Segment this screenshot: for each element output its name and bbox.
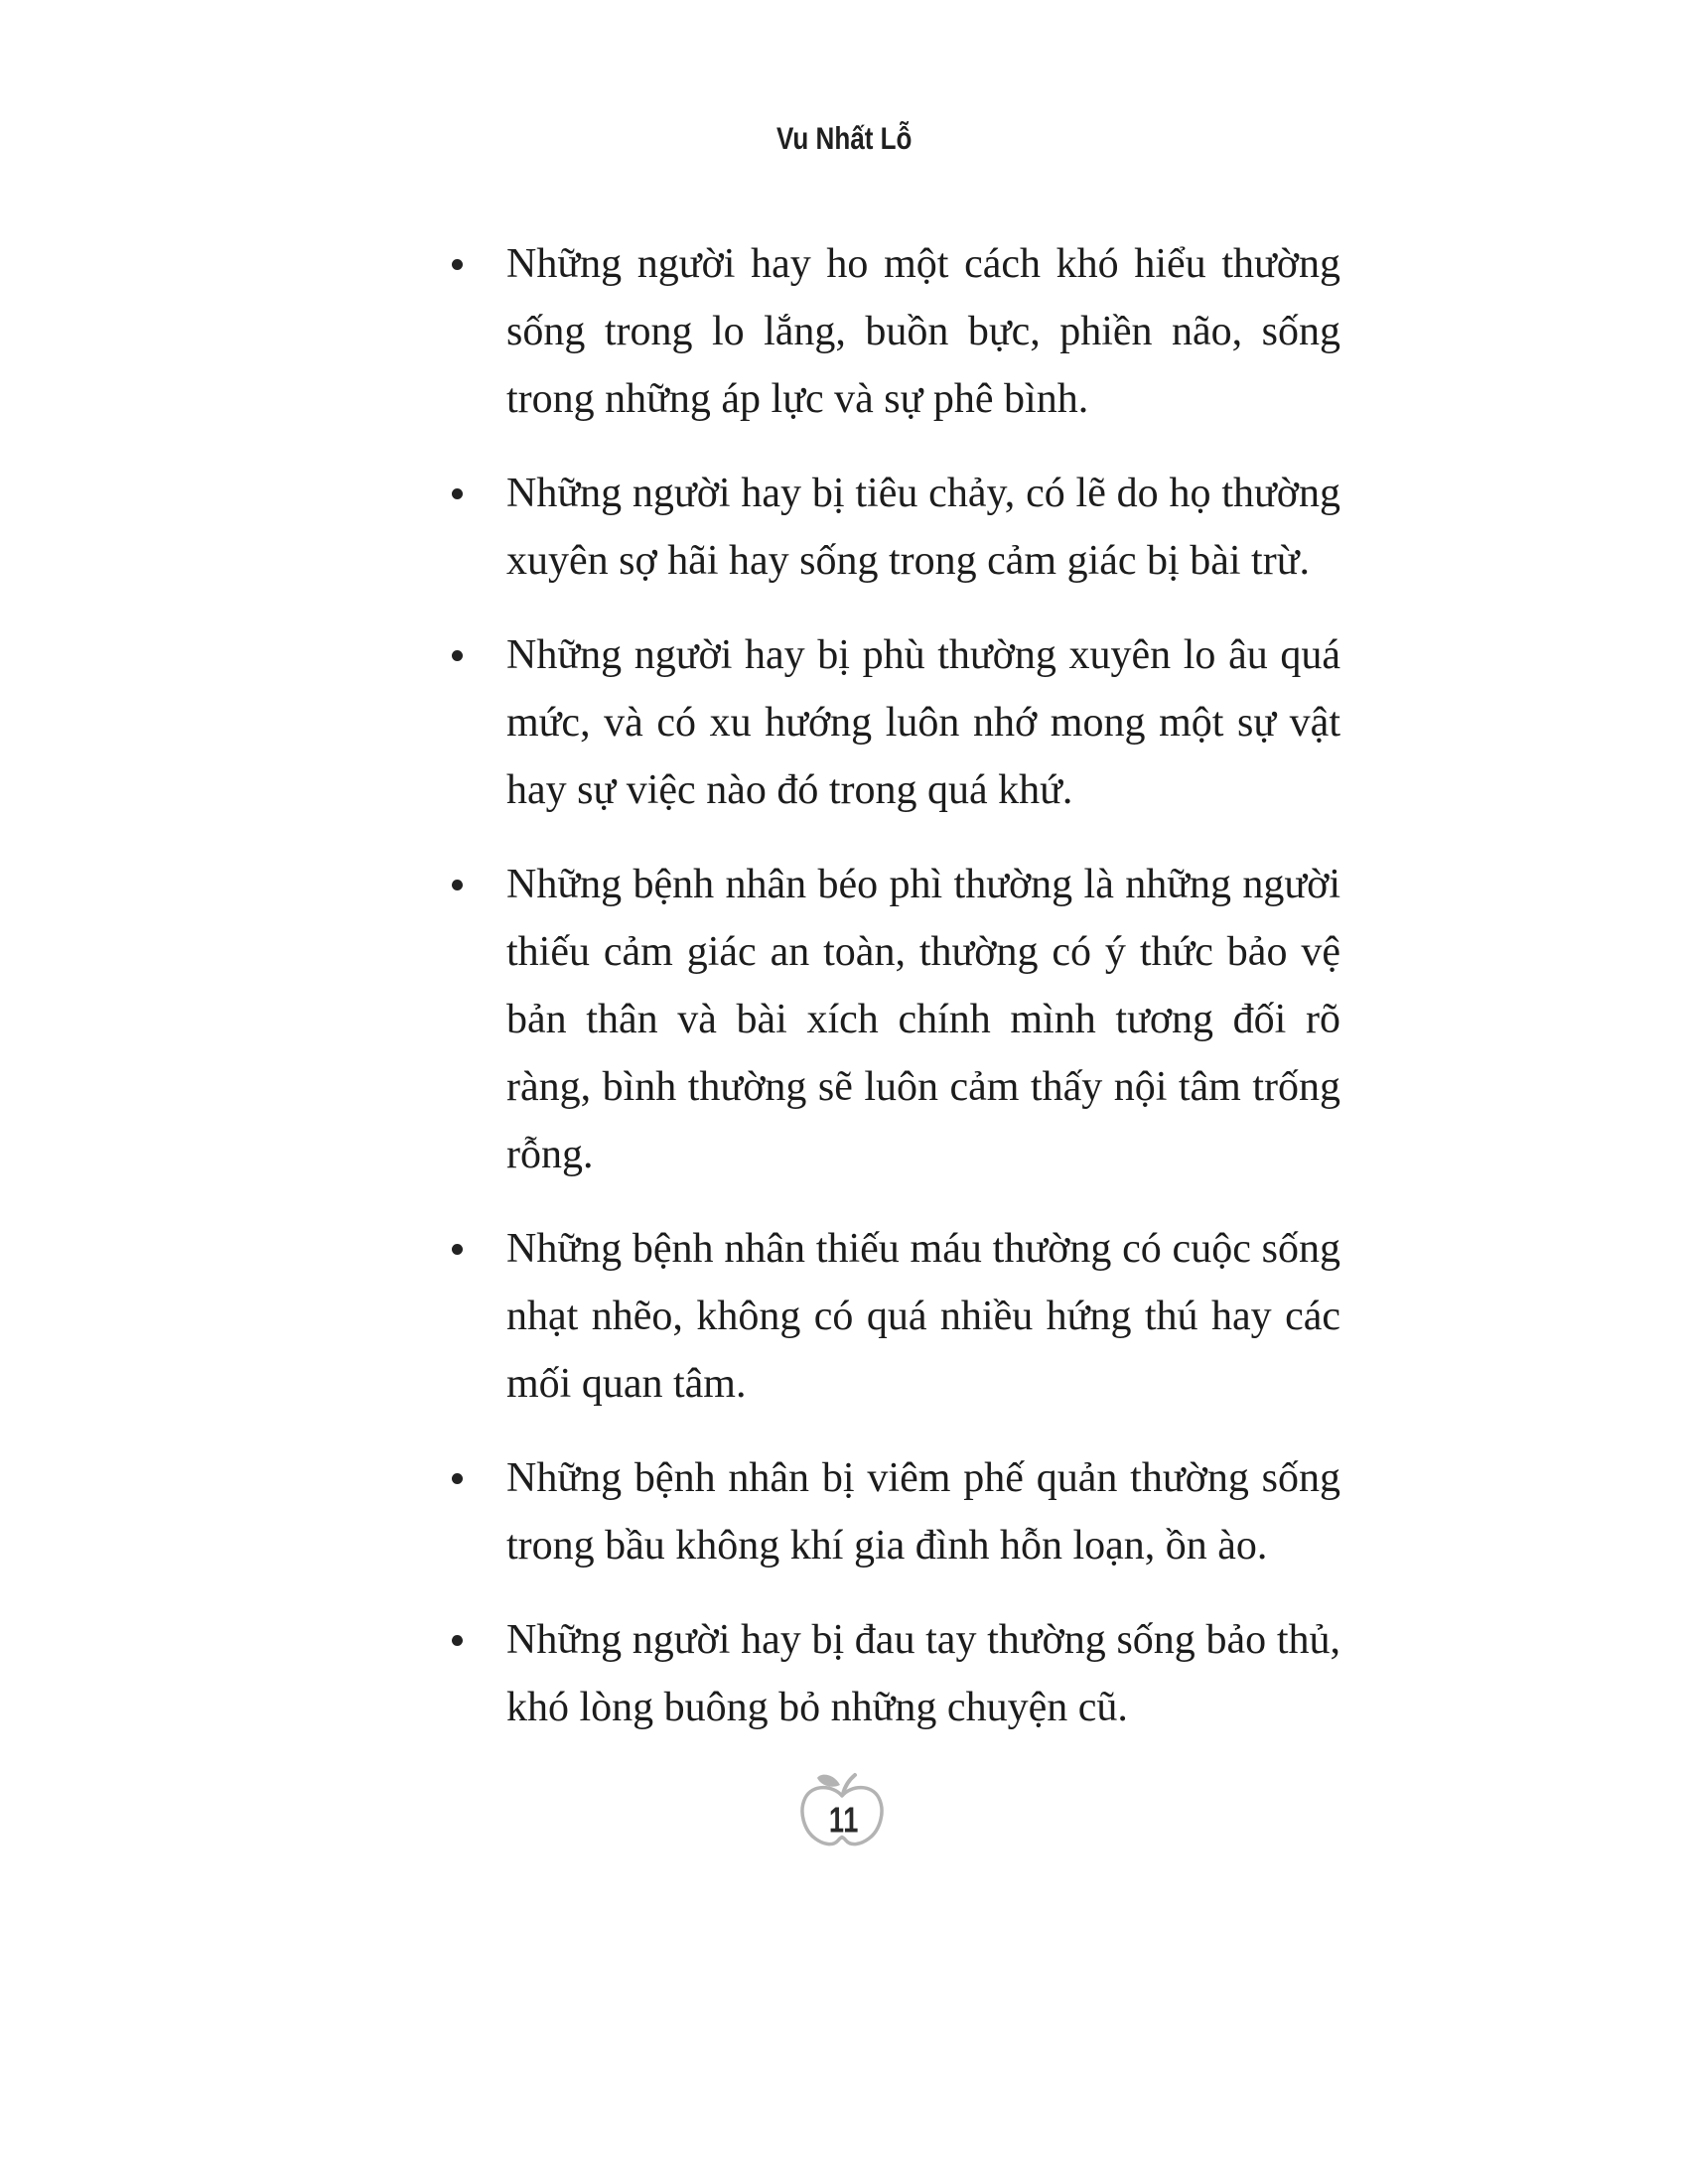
list-item — [452, 1444, 1340, 1579]
list-item — [452, 230, 1340, 433]
bullet-icon — [452, 851, 506, 890]
bullet-icon — [452, 1606, 506, 1646]
list-item — [452, 460, 1340, 595]
list-item-text: Những bệnh nhân thiếu máu thường có cuộc sống nhạt nhẽo, không có quá nhiều hứng thú hay các mối quan tâm. — [506, 1226, 1340, 1407]
list-item-text: Những bệnh nhân bị viêm phế quản thường sống trong bầu không khí gia đình hỗn loạn, ồn ào. — [506, 1455, 1340, 1569]
list-item-text: Những bệnh nhân béo phì thường là những người thiếu cảm giác an toàn, thường có ý thức bảo vệ bản thân và bài xích chính mình tương đối rõ ràng, bình thường sẽ luôn cảm thấy nội tâm trống rỗng. — [506, 862, 1340, 1177]
bullet-icon — [452, 460, 506, 499]
bullet-list — [452, 230, 1340, 1741]
bullet-icon — [452, 230, 506, 270]
list-item-text: Những người hay ho một cách khó hiểu thường sống trong lo lắng, buồn bực, phiền não, sống trong những áp lực và sự phê bình. — [506, 241, 1340, 422]
page-number: 11 — [828, 1801, 860, 1841]
list-item-text: Những người hay bị đau tay thường sống bảo thủ, khó lòng buông bỏ những chuyện cũ. — [506, 1617, 1340, 1730]
list-item — [452, 1606, 1340, 1741]
list-item-text: Những người hay bị tiêu chảy, có lẽ do họ thường xuyên sợ hãi hay sống trong cảm giác bị bài trừ. — [506, 471, 1340, 584]
bullet-icon — [452, 621, 506, 661]
author-title: Vu Nhất Lỗ — [775, 120, 913, 157]
apple-page-number-badge — [794, 1768, 894, 1859]
page-footer — [0, 1768, 1688, 1859]
list-item — [452, 621, 1340, 824]
list-item — [452, 851, 1340, 1188]
bullet-icon — [452, 1444, 506, 1484]
list-item — [452, 1215, 1340, 1418]
running-header — [0, 121, 1688, 157]
list-item-text: Những người hay bị phù thường xuyên lo âu quá mức, và có xu hướng luôn nhớ mong một sự vật hay sự việc nào đó trong quá khứ. — [506, 632, 1340, 813]
bullet-icon — [452, 1215, 506, 1255]
